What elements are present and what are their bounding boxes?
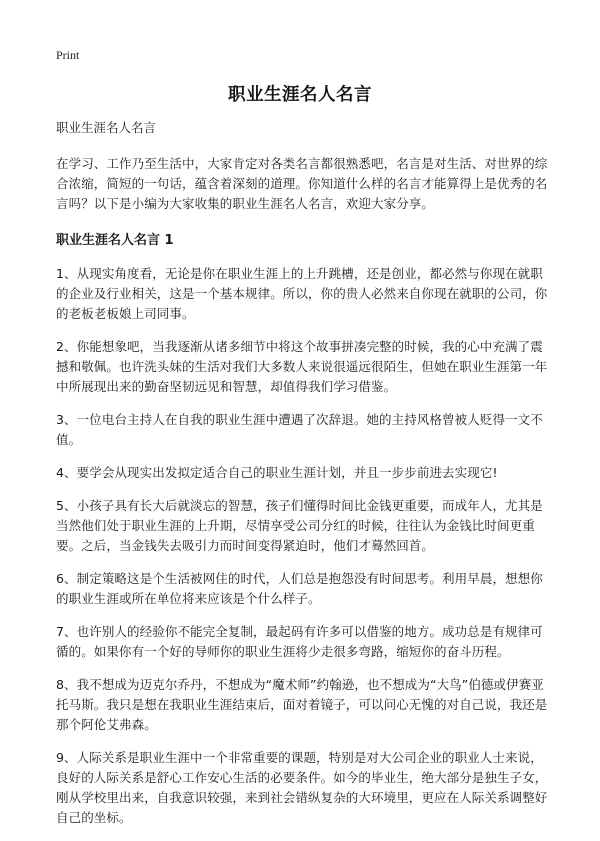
quote-item: 5、小孩子具有长大后就淡忘的智慧，孩子们懂得时间比金钱更重要，而成年人，尤其是当然他们处于职业生涯的上升期，尽情享受公司分红的时候，往往认为金钱比时间更重要。之后，当金钱失去吸引力而时间变得紧迫时，他们才蓦然回首。 [56,498,543,553]
quote-item: 2、你能想象吧，当我逐渐从诸多细节中将这个故事拼凑完整的时候，我的心中充满了震撼和敬佩。也许洗头妹的生活对我们大多数人来说很遥远很陌生，但她在职业生涯第一年中所展现出来的勤奋坚韧远见和智慧，却值得我们学习借鉴。 [56,339,548,394]
quote-item: 8、我不想成为迈克尔乔丹，不想成为“魔术师”约翰逊，也不想成为“大鸟”伯德或伊赛亚托马斯。我只是想在我职业生涯结束后，面对着镜子，可以问心无愧的对自己说，我还是那个阿伦艾弗森。 [56,677,548,732]
quote-item: 4、要学会从现实出发拟定适合自己的职业生涯计划，并且一步步前进去实现它! [56,465,498,480]
quote-item: 6、制定策略这是个生活被网住的时代，人们总是抱怨没有时间思考。利用早晨，想想你的职业生涯或所在单位将来应该是个什么样子。 [56,571,543,606]
section-heading: 职业生涯名人名言 1 [56,233,174,248]
quote-item: 9、人际关系是职业生涯中一个非常重要的课题，特别是对大公司企业的职业人士来说，良好的人际关系是舒心工作安心生活的必要条件。如今的毕业生，绝大部分是独生子女，刚从学校里出来，自我意识较强，来到社会错纵复杂的大环境里，更应在人际关系调整好自己的坐标。 [56,750,548,825]
article-body [56,118,548,841]
quote-item: 7、也许别人的经验你不能完全复制，最起码有许多可以借鉴的地方。成功总是有规律可循的。如果你有一个好的导师你的职业生涯将少走很多弯路，缩短你的奋斗历程。 [56,624,543,659]
page-title: 职业生涯名人名言 [228,85,372,105]
print-link[interactable]: Print [56,48,80,62]
intro-paragraph: 在学习、工作乃至生活中，大家肯定对各类名言都很熟悉吧，名言是对生活、对世界的综合浓缩，简短的一句话，蕴含着深刻的道理。你知道什么样的名言才能算得上是优秀的名言吗？以下是小编为大家收集的职业生涯名人名言，欢迎大家分享。 [56,156,548,211]
quote-item: 1、从现实角度看，无论是你在职业生涯上的上升跳槽，还是创业，都必然与你现在就职的企业及行业相关，这是一个基本规律。所以，你的贵人必然来自你现在就职的公司，你的老板老板娘上司同事。 [56,266,548,321]
quote-item: 3、一位电台主持人在自我的职业生涯中遭遇了次辞退。她的主持风格曾被人贬得一文不值。 [56,412,543,447]
article-subtitle: 职业生涯名人名言 [56,120,157,135]
